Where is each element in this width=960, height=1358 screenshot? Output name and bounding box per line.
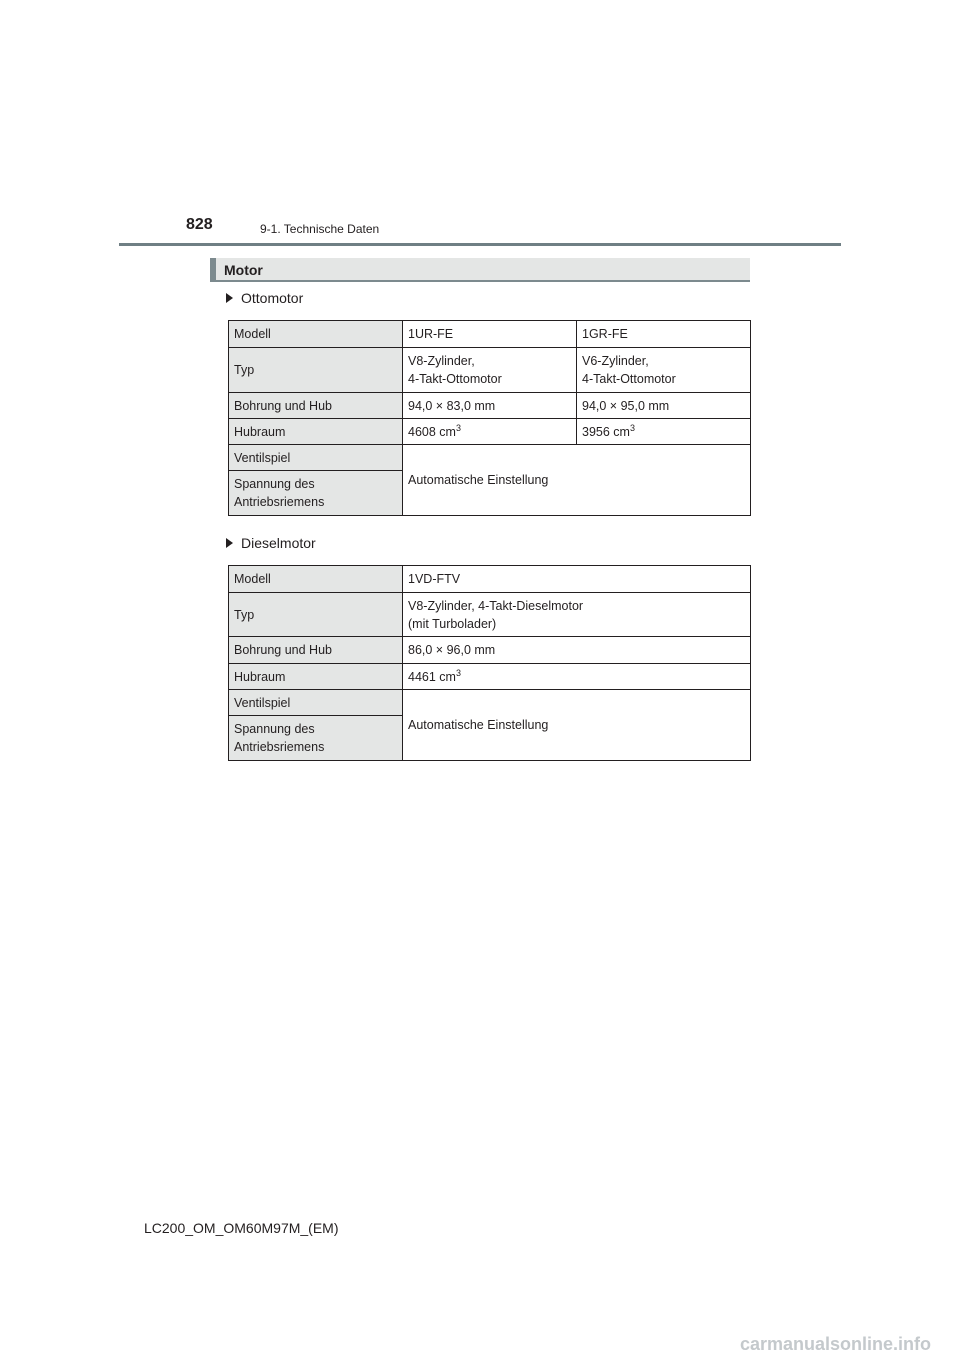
table-row: [229, 690, 751, 716]
section-title: 9-1. Technische Daten: [260, 222, 380, 236]
diesel-subheading: Dieselmotor: [226, 535, 316, 551]
cell-value: 1VD-FTV: [403, 566, 751, 593]
watermark: carmanualsonline.info: [740, 1334, 932, 1354]
triangle-bullet-icon: [226, 293, 233, 303]
diesel-engine-table: [228, 565, 751, 761]
table-row: [229, 566, 751, 593]
row-label: Bohrung und Hub: [229, 393, 403, 419]
row-label: Hubraum: [229, 419, 403, 445]
cell-value: 1GR-FE: [577, 321, 751, 348]
table-row: [229, 445, 751, 471]
cell-value: V8-Zylinder, 4-Takt-Dieselmotor (mit Turbolader): [403, 593, 751, 637]
petrol-engine-table: [228, 320, 751, 516]
triangle-bullet-icon: [226, 538, 233, 548]
header-rule: [119, 243, 841, 246]
row-label: Ventilspiel: [229, 690, 403, 716]
cell-value: V8-Zylinder, 4-Takt-Ottomotor: [403, 348, 577, 393]
row-label: Modell: [229, 566, 403, 593]
row-label: Typ: [229, 593, 403, 637]
table-row: [229, 664, 751, 690]
petrol-subheading: Ottomotor: [226, 290, 303, 306]
row-label: Bohrung und Hub: [229, 637, 403, 664]
cell-value: 94,0 × 95,0 mm: [577, 393, 751, 419]
motor-heading: Motor: [224, 262, 263, 278]
table-row: [229, 637, 751, 664]
row-label: Ventilspiel: [229, 445, 403, 471]
page-number: 828: [186, 216, 213, 233]
table-row: [229, 321, 751, 348]
table-row: [229, 393, 751, 419]
cell-value: 86,0 × 96,0 mm: [403, 637, 751, 664]
row-label: Spannung des Antriebsriemens: [229, 471, 403, 516]
section-accent: [210, 258, 216, 280]
row-label: Hubraum: [229, 664, 403, 690]
cell-value: V6-Zylinder, 4-Takt-Ottomotor: [577, 348, 751, 393]
cell-value: 4461 $cm^3$: [403, 664, 751, 690]
motor-section-header: [210, 258, 750, 282]
cell-value: 1UR-FE: [403, 321, 577, 348]
cell-value: 4608 $cm^3$: [403, 419, 577, 445]
table-row: [229, 419, 751, 445]
cell-value: Automatische Einstellung: [403, 690, 751, 761]
cell-value: 94,0 × 83,0 mm: [403, 393, 577, 419]
table-row: [229, 593, 751, 637]
row-label: Modell: [229, 321, 403, 348]
row-label: Spannung des Antriebsriemens: [229, 716, 403, 761]
row-label: Typ: [229, 348, 403, 393]
table-row: [229, 348, 751, 393]
footer-code: LC200_OM_OM60M97M_(EM): [144, 1220, 339, 1236]
cell-value: 3956 $cm^3$: [577, 419, 751, 445]
cell-value: Automatische Einstellung: [403, 445, 751, 516]
